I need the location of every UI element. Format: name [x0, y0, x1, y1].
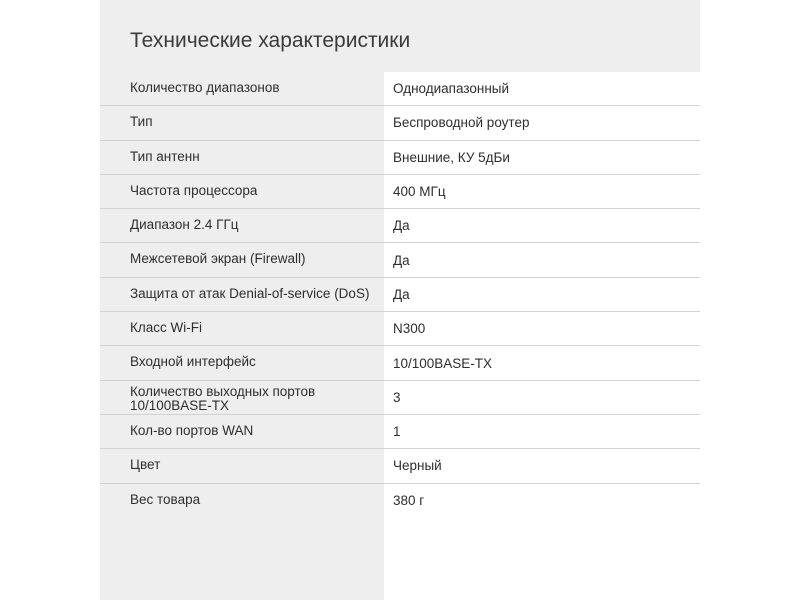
spec-value: Беспроводной роутер	[393, 115, 530, 131]
spec-value: Да	[393, 286, 410, 302]
spec-label: Класс Wi-Fi	[130, 320, 202, 336]
spec-row	[100, 209, 700, 243]
specs-table	[100, 72, 700, 518]
spec-row	[100, 175, 700, 209]
spec-row	[100, 243, 700, 277]
spec-value: Да	[393, 218, 410, 234]
spec-value: 10/100BASE-TX	[393, 355, 493, 371]
spec-label: Тип антенн	[130, 148, 200, 164]
spec-value: Однодиапазонный	[393, 81, 510, 97]
spec-label: Входной интерфейс	[130, 354, 256, 370]
spec-label: Количество диапазонов	[130, 80, 280, 95]
spec-label: Межсетевой экран (Firewall)	[130, 251, 306, 267]
spec-value: 400 МГц	[393, 184, 446, 200]
spec-value: Черный	[393, 458, 442, 474]
spec-label: Вес товара	[130, 491, 201, 507]
spec-value: Внешние, КУ 5дБи	[393, 149, 510, 165]
spec-value: 1	[393, 424, 401, 440]
spec-label: Диапазон 2.4 ГГц	[130, 217, 239, 233]
spec-row	[100, 278, 700, 312]
spec-row	[100, 484, 700, 518]
spec-row	[100, 346, 700, 380]
spec-row	[100, 141, 700, 175]
spec-value: 380 г	[393, 493, 425, 509]
spec-value: Да	[393, 252, 410, 268]
spec-label: Количество выходных портов 10/100BASE-TX	[130, 383, 316, 413]
spec-label: Кол-во портов WAN	[130, 422, 254, 438]
spec-value: N300	[393, 321, 426, 337]
spec-row	[100, 415, 700, 449]
spec-value: 3	[393, 389, 401, 405]
spec-row	[100, 381, 700, 415]
spec-row	[100, 106, 700, 140]
spec-row	[100, 449, 700, 483]
spec-row	[100, 312, 700, 346]
page-title: Технические характеристики	[130, 29, 411, 52]
specs-panel	[100, 0, 700, 600]
spec-label: Частота процессора	[130, 182, 258, 198]
spec-label: Тип	[130, 114, 153, 130]
spec-row	[100, 72, 700, 106]
spec-label: Цвет	[130, 457, 161, 473]
spec-label: Защита от атак Denial-of-service (DoS)	[130, 285, 370, 301]
specs-header	[100, 0, 700, 72]
